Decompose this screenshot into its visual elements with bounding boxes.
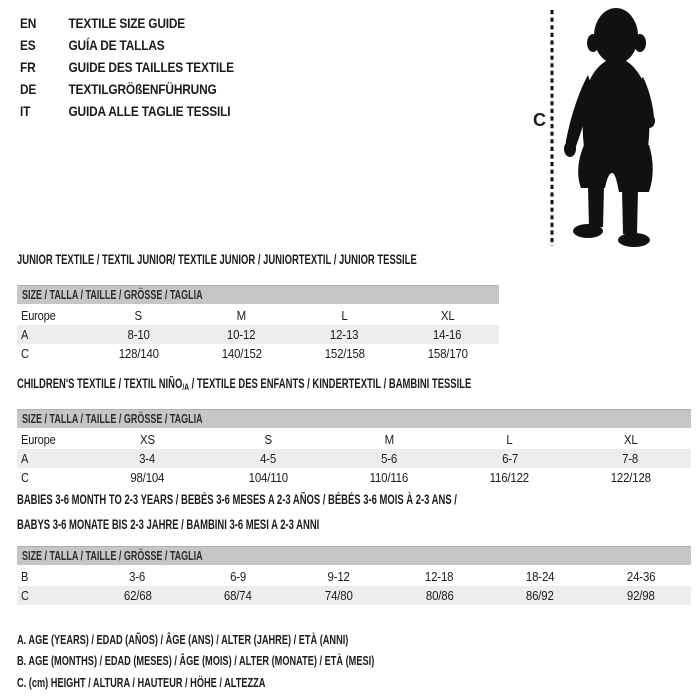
table-row [17,586,691,605]
table-row [17,449,691,468]
size-cell-text: 5-6 [380,451,398,466]
size-cell [449,430,570,449]
size-cell-text: 12-13 [330,327,359,342]
language-label: GUIDE DES TAILLES TEXTILE [68,59,234,75]
size-cell-text: XL [440,308,455,323]
row-label [17,586,87,605]
size-header-text: SIZE / TALLA / TAILLE / GRÖSSE / TAGLIA [22,412,203,426]
size-cell [190,325,293,344]
size-cell-text: M [236,308,247,323]
size-cell-text: 4-5 [260,451,277,466]
size-cell [208,430,329,449]
size-header-text: SIZE / TALLA / TAILLE / GRÖSSE / TAGLIA [22,288,203,302]
size-cell [87,344,190,363]
size-cell [293,325,396,344]
language-label: TEXTILGRÖßENFÜHRUNG [68,81,217,97]
size-cell-text: XS [139,432,155,447]
language-row [20,78,234,100]
size-cell-text: 128/140 [118,346,159,361]
size-cell [449,449,570,468]
table-row [17,468,691,487]
footnotes [17,629,513,693]
table-title-subscript: /A [182,382,190,393]
language-row [20,100,234,122]
size-cell [188,586,289,605]
row-label-text: C [21,588,29,603]
toddler-silhouette-icon [557,3,669,251]
size-cell-text: 8-10 [127,327,150,342]
footnote-line [17,672,513,693]
size-header-bar [17,285,499,304]
size-cell-text: L [341,308,348,323]
babies-textile-section [17,489,691,605]
language-code: FR [20,59,36,75]
row-label-text: C [21,470,29,485]
table-title-pre: CHILDREN'S TEXTILE / TEXTIL NIÑO [17,376,183,391]
language-label: GUIDA ALLE TAGLIE TESSILI [68,103,231,119]
row-label-text: B [21,569,29,584]
size-cell-text: S [264,432,272,447]
size-header-bar [17,409,691,428]
size-cell [87,567,188,586]
language-list [20,12,272,122]
size-cell [87,468,208,487]
size-cell [570,430,691,449]
size-cell-text: 116/122 [490,470,530,485]
footnote-line [17,629,513,650]
language-code: ES [20,37,36,53]
table-title [17,249,499,274]
language-code: EN [20,15,37,31]
size-cell [396,344,499,363]
size-cell-text: 12-18 [425,569,454,584]
size-cell-text: 80/86 [425,588,454,603]
size-cell-text: 68/74 [224,588,252,603]
size-cell-text: S [134,308,143,323]
row-label [17,449,87,468]
size-cell-text: 7-8 [622,451,639,466]
size-cell [288,567,389,586]
footnote-text: A. AGE (YEARS) / EDAD (AÑOS) / ÂGE (ANS) / ALTER (JAHRE) / ETÀ (ANNI) [17,632,349,647]
table-title-text [17,373,471,398]
table-row [17,430,691,449]
size-cell [490,567,591,586]
language-row [20,34,234,56]
table-title-line [17,373,691,398]
size-cell [329,468,450,487]
table-title-text [17,489,457,514]
table-title-post: / TEXTILE DES ENFANTS / KINDERTEXTIL / BAMBINI TESSILE [189,376,472,391]
junior-textile-section [17,249,499,363]
footnote-text: C. (cm) HEIGHT / ALTURA / HAUTEUR / HÖHE / ALTEZZA [17,674,266,690]
table-row [17,306,499,325]
row-label-text: Europe [21,432,56,447]
row-label [17,306,87,325]
table-title-line [17,489,691,514]
size-cell-text: 86/92 [526,588,554,603]
size-cell-text: 3-6 [129,569,146,584]
size-cell [590,567,691,586]
size-cell-text: 6-9 [229,569,247,584]
table-row [17,567,691,586]
size-cell-text: 122/128 [610,470,651,485]
table-title [17,489,691,535]
table-title-pre: JUNIOR TEXTILE / TEXTIL JUNIOR/ TEXTILE JUNIOR / JUNIORTEXTIL / JUNIOR TESSILE [17,252,417,267]
size-cell-text: 3-4 [139,451,156,466]
size-cell [490,586,591,605]
height-dashed-line-icon [549,8,555,248]
size-cell [329,430,450,449]
row-label [17,430,87,449]
row-label-text: A [21,327,29,342]
size-cell-text: 158/170 [427,346,468,361]
size-cell-text: M [384,432,394,447]
size-cell-text: 14-16 [433,327,462,342]
size-cell-text: 152/158 [324,346,365,361]
footnote-line [17,650,513,671]
table-title-text [17,249,417,274]
size-cell [87,430,208,449]
row-label [17,325,87,344]
size-cell-text: 98/104 [130,470,165,485]
size-cell [87,586,188,605]
size-cell [188,567,289,586]
size-cell [329,449,450,468]
table-title-line [17,514,691,535]
size-cell [87,449,208,468]
language-label: TEXTILE SIZE GUIDE [68,15,186,31]
row-label-text: C [21,346,29,361]
table-row [17,325,499,344]
size-cell [389,586,490,605]
size-cell [87,325,190,344]
table-row [17,344,499,363]
size-cell [396,306,499,325]
size-cell [293,306,396,325]
table-title-line [17,249,499,274]
size-cell-text: 140/152 [221,346,262,361]
size-cell-text: 104/110 [248,470,288,485]
height-measure-label: C [533,110,546,130]
childrens-textile-section [17,373,691,487]
size-cell-text: 9-12 [327,569,350,584]
row-label [17,468,87,487]
row-label [17,567,87,586]
size-cell [288,586,389,605]
size-cell [570,449,691,468]
size-cell-text: 24-36 [626,569,655,584]
size-cell-text: XL [623,432,638,447]
size-cell [208,468,329,487]
size-cell-text: 92/98 [626,588,655,603]
size-cell-text: 62/68 [123,588,152,603]
size-cell [190,306,293,325]
size-cell-text: 6-7 [501,451,518,466]
row-label-text: A [21,451,29,466]
language-row [20,56,234,78]
size-cell-text: 110/116 [369,470,409,485]
size-cell [208,449,329,468]
size-header-text: SIZE / TALLA / TAILLE / GRÖSSE / TAGLIA [22,549,203,563]
size-cell-text: 18-24 [525,569,555,584]
size-cell [87,306,190,325]
row-label-text: Europe [21,308,56,323]
language-code: DE [20,81,37,97]
size-cell [590,586,691,605]
size-cell [449,468,570,487]
size-cell [293,344,396,363]
language-label: GUÍA DE TALLAS [68,37,165,53]
table-title-text: BABYS 3-6 MONATE BIS 2-3 JAHRE / BAMBINI 3-6 MESI A 2-3 ANNI [17,517,320,532]
language-row [20,12,234,34]
row-label [17,344,87,363]
table-title [17,373,691,398]
size-cell-text: 10-12 [227,327,256,342]
size-cell [389,567,490,586]
size-cell-text: L [506,432,513,447]
size-cell-text: 74/80 [324,588,353,603]
size-cell [570,468,691,487]
size-cell [396,325,499,344]
size-header-bar [17,546,691,565]
footnote-text: B. AGE (MONTHS) / EDAD (MESES) / ÂGE (MOIS) / ALTER (MONATE) / ETÀ (MESI) [17,653,375,669]
language-code: IT [20,103,31,119]
size-cell [190,344,293,363]
table-title-pre: BABIES 3-6 MONTH TO 2-3 YEARS / BEBÉS 3-6 MESES A 2-3 AÑOS / BÉBÉS 3-6 MOIS À 2-3 ANS / [17,492,457,507]
